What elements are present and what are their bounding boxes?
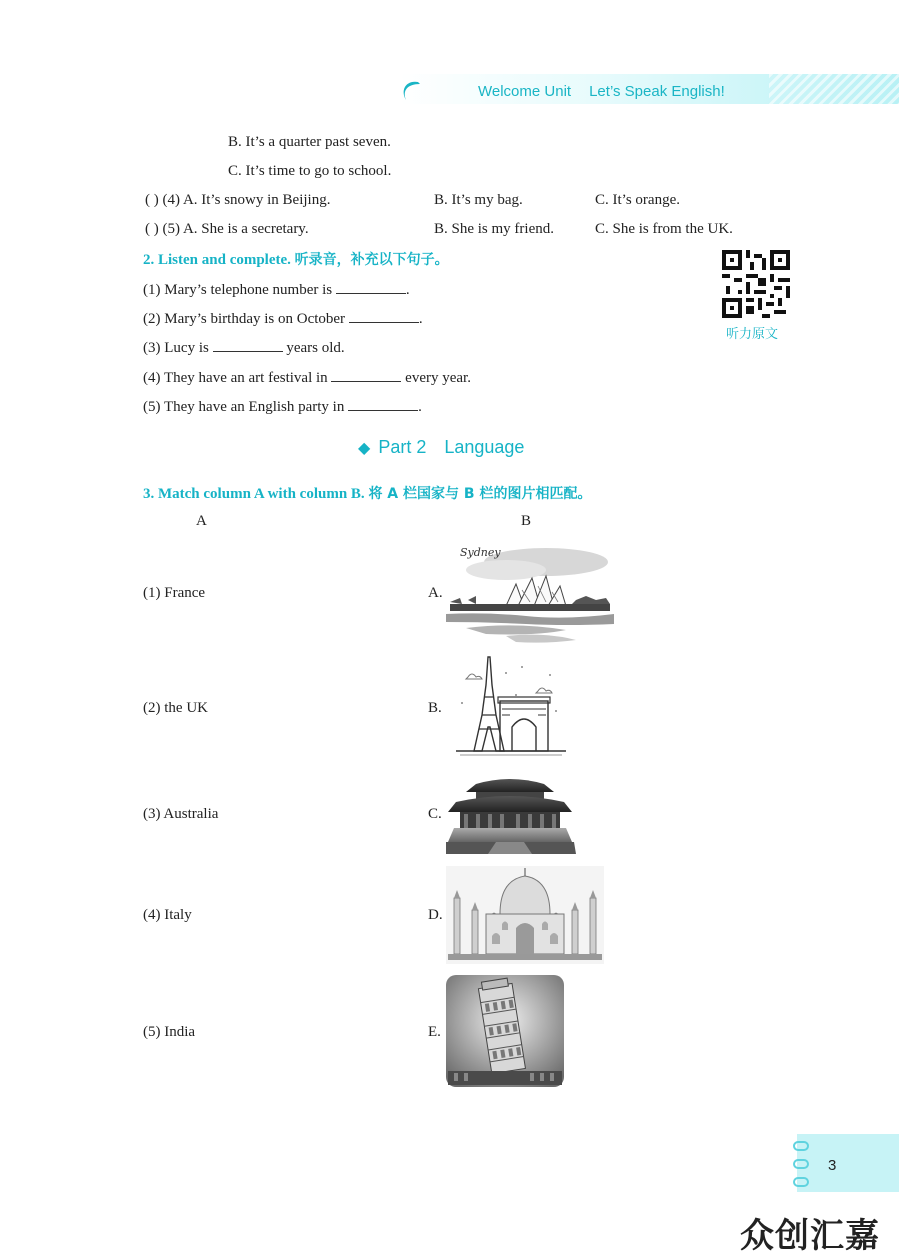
answer-blank[interactable] (349, 308, 419, 323)
answer-blank[interactable] (213, 337, 283, 352)
page-number-tab (797, 1134, 899, 1192)
option-letter-a: A. (428, 585, 443, 601)
leaning-tower-of-pisa-image (446, 975, 564, 1087)
item-number: (5) (143, 399, 161, 415)
q2-item-4 (143, 367, 471, 387)
option-a: A. It’s snowy in Beijing. (182, 192, 331, 208)
item-number: (5) (162, 221, 180, 237)
column-a-heading: A (196, 513, 207, 529)
part-label: Part 2 (378, 437, 427, 457)
page-header-title (478, 83, 725, 100)
answer-bracket[interactable]: ( ) (145, 192, 159, 208)
country-item-4: (4) Italy (143, 907, 192, 923)
q3-title-en: 3. Match column A with column B. (143, 486, 365, 502)
q2-item-1 (143, 279, 410, 299)
q2-title (143, 249, 449, 269)
item-text: Mary’s birthday is on October (164, 311, 349, 327)
option-b: B. She is my friend. (434, 221, 554, 237)
q2-title-cn: 听录音，补充以下句子。 (294, 252, 449, 268)
item-text-end: . (405, 282, 410, 298)
option-letter-e: E. (428, 1024, 441, 1040)
unit-title: Let’s Speak English! (589, 83, 725, 100)
part2-heading (358, 437, 524, 458)
item-number: (4) (162, 192, 180, 208)
item-text-end: every year. (401, 370, 471, 386)
answer-blank[interactable] (331, 367, 401, 382)
publisher-watermark: 众创汇嘉 (740, 1216, 880, 1256)
qr-code-icon[interactable] (722, 250, 790, 318)
q1-3-option-c: C. It’s time to go to school. (228, 163, 392, 179)
country-item-2: (2) the UK (143, 700, 208, 716)
country-item-5: (5) India (143, 1024, 196, 1040)
item-text-end: . (418, 399, 422, 415)
option-b: B. It’s my bag. (434, 192, 523, 208)
option-a: A. She is a secretary. (182, 221, 309, 237)
unit-label: Welcome Unit (478, 83, 572, 100)
country-item-3: (3) Australia (143, 806, 219, 822)
item-text: Mary’s telephone number is (164, 282, 336, 298)
q2-item-3 (143, 337, 345, 357)
q3-title (143, 483, 591, 503)
header-stripes (769, 74, 899, 104)
diamond-icon: ◆ (358, 440, 371, 457)
answer-blank[interactable] (348, 396, 418, 411)
page-number: 3 (828, 1157, 837, 1174)
item-text-end: years old. (282, 340, 345, 356)
option-letter-d: D. (428, 907, 443, 923)
sydney-caption: Sydney (460, 546, 501, 559)
option-letter-c: C. (428, 806, 442, 822)
item-number: (2) (143, 311, 161, 327)
swoosh-icon (398, 78, 424, 104)
answer-bracket[interactable]: ( ) (145, 221, 159, 237)
item-number: (1) (143, 282, 161, 298)
option-letter-b: B. (428, 700, 442, 716)
sydney-opera-house-image (446, 540, 614, 646)
item-text: They have an art festival in (163, 370, 332, 386)
chinese-palace-image (446, 772, 576, 856)
item-number: (3) (143, 340, 161, 356)
q1-item-4 (145, 191, 765, 209)
q2-item-5 (143, 396, 422, 416)
country-item-1: (1) France (143, 585, 206, 601)
item-text-end: . (418, 311, 423, 327)
item-text: They have an English party in (163, 399, 349, 415)
q1-3-option-b: B. It’s a quarter past seven. (228, 134, 391, 150)
qr-label: 听力原文 (726, 327, 779, 342)
q2-title-en: 2. Listen and complete. (143, 252, 291, 268)
q2-item-2 (143, 308, 423, 328)
taj-mahal-image (446, 866, 604, 964)
item-text: Lucy is (164, 340, 213, 356)
option-c: C. She is from the UK. (595, 221, 733, 237)
answer-blank[interactable] (336, 279, 406, 294)
q1-item-5 (145, 220, 765, 238)
option-c: C. It’s orange. (595, 192, 680, 208)
part-name: Language (444, 437, 525, 457)
q3-title-cn: 将 A 栏国家与 B 栏的图片相匹配。 (368, 486, 592, 502)
eiffel-tower-arc-de-triomphe-image (446, 655, 576, 760)
binder-rings-icon (792, 1140, 812, 1188)
item-number: (4) (143, 370, 161, 386)
column-b-heading: B (521, 513, 532, 529)
